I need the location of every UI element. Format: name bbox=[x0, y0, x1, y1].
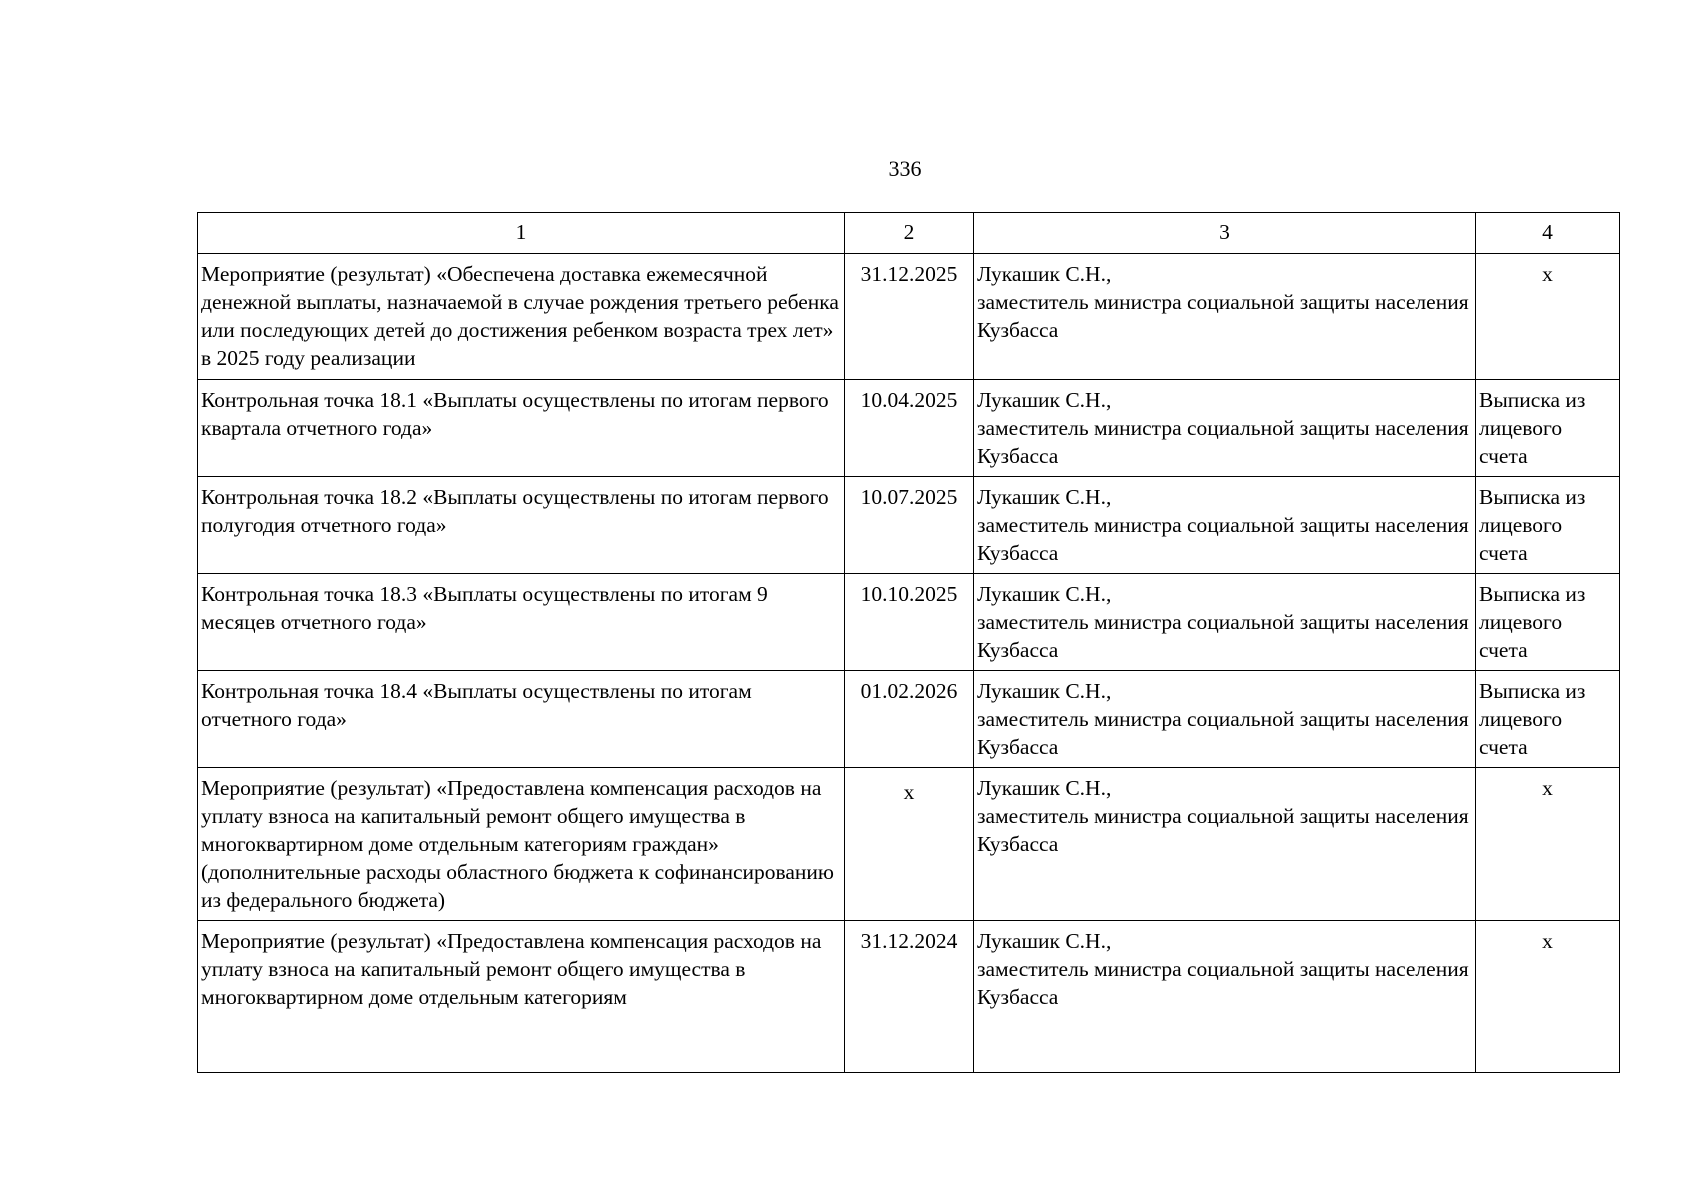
responsible-name: Лукашик С.Н., bbox=[977, 388, 1112, 412]
responsible-position: заместитель министра социальной защиты населения Кузбасса bbox=[977, 610, 1469, 662]
document-cell: x bbox=[1476, 254, 1620, 380]
document-cell: x bbox=[1476, 768, 1620, 921]
table-row bbox=[198, 477, 1620, 574]
description-cell: Мероприятие (результат) «Предоставлена компенсация расходов на уплату взноса на капитальный ремонт общего имущества в многоквартирном доме отдельным категориям граждан» (дополнительные расходы областного бюджета к софинансированию из федерального бюджета) bbox=[198, 768, 845, 921]
responsible-position: заместитель министра социальной защиты населения Кузбасса bbox=[977, 804, 1469, 856]
description-cell: Мероприятие (результат) «Предоставлена компенсация расходов на уплату взноса на капитальный ремонт общего имущества в многоквартирном доме отдельным категориям bbox=[198, 921, 845, 1073]
responsible-cell bbox=[974, 921, 1476, 1073]
responsible-name: Лукашик С.Н., bbox=[977, 776, 1112, 800]
table-row bbox=[198, 768, 1620, 921]
responsible-cell bbox=[974, 254, 1476, 380]
responsible-position: заместитель министра социальной защиты населения Кузбасса bbox=[977, 513, 1469, 565]
responsible-name: Лукашик С.Н., bbox=[977, 679, 1112, 703]
responsible-name: Лукашик С.Н., bbox=[977, 262, 1112, 286]
date-cell: 10.10.2025 bbox=[845, 574, 974, 671]
document-cell: x bbox=[1476, 921, 1620, 1073]
responsible-cell bbox=[974, 671, 1476, 768]
date-value: x bbox=[903, 780, 915, 804]
page-number: 336 bbox=[888, 156, 922, 181]
table-row bbox=[198, 380, 1620, 477]
table-header-row bbox=[198, 213, 1620, 254]
date-cell: 31.12.2024 bbox=[845, 921, 974, 1073]
document-cell: Выписка из лицевого счета bbox=[1476, 574, 1620, 671]
responsible-position: заместитель министра социальной защиты населения Кузбасса bbox=[977, 957, 1469, 1009]
schedule-table bbox=[197, 212, 1620, 1073]
document-cell: Выписка из лицевого счета bbox=[1476, 477, 1620, 574]
responsible-name: Лукашик С.Н., bbox=[977, 485, 1112, 509]
table-row bbox=[198, 254, 1620, 380]
document-cell: Выписка из лицевого счета bbox=[1476, 671, 1620, 768]
column-header: 4 bbox=[1476, 213, 1620, 254]
table-row bbox=[198, 574, 1620, 671]
responsible-position: заместитель министра социальной защиты населения Кузбасса bbox=[977, 290, 1469, 342]
description-cell: Мероприятие (результат) «Обеспечена доставка ежемесячной денежной выплаты, назначаемой в случае рождения третьего ребенка или последующих детей до достижения ребенком возраста трех лет» в 2025 году реализации bbox=[198, 254, 845, 380]
table-row bbox=[198, 671, 1620, 768]
responsible-position: заместитель министра социальной защиты населения Кузбасса bbox=[977, 707, 1469, 759]
date-cell: 01.02.2026 bbox=[845, 671, 974, 768]
document-cell: Выписка из лицевого счета bbox=[1476, 380, 1620, 477]
description-cell: Контрольная точка 18.3 «Выплаты осуществлены по итогам 9 месяцев отчетного года» bbox=[198, 574, 845, 671]
date-cell: 10.07.2025 bbox=[845, 477, 974, 574]
responsible-cell bbox=[974, 768, 1476, 921]
responsible-name: Лукашик С.Н., bbox=[977, 582, 1112, 606]
date-cell bbox=[845, 768, 974, 921]
table-row bbox=[198, 921, 1620, 1073]
column-header: 1 bbox=[198, 213, 845, 254]
date-cell: 10.04.2025 bbox=[845, 380, 974, 477]
description-cell: Контрольная точка 18.1 «Выплаты осуществлены по итогам первого квартала отчетного года» bbox=[198, 380, 845, 477]
responsible-position: заместитель министра социальной защиты населения Кузбасса bbox=[977, 416, 1469, 468]
responsible-cell bbox=[974, 477, 1476, 574]
responsible-name: Лукашик С.Н., bbox=[977, 929, 1112, 953]
responsible-cell bbox=[974, 380, 1476, 477]
column-header: 3 bbox=[974, 213, 1476, 254]
description-cell: Контрольная точка 18.4 «Выплаты осуществлены по итогам отчетного года» bbox=[198, 671, 845, 768]
date-cell: 31.12.2025 bbox=[845, 254, 974, 380]
column-header: 2 bbox=[845, 213, 974, 254]
description-cell: Контрольная точка 18.2 «Выплаты осуществлены по итогам первого полугодия отчетного года» bbox=[198, 477, 845, 574]
responsible-cell bbox=[974, 574, 1476, 671]
